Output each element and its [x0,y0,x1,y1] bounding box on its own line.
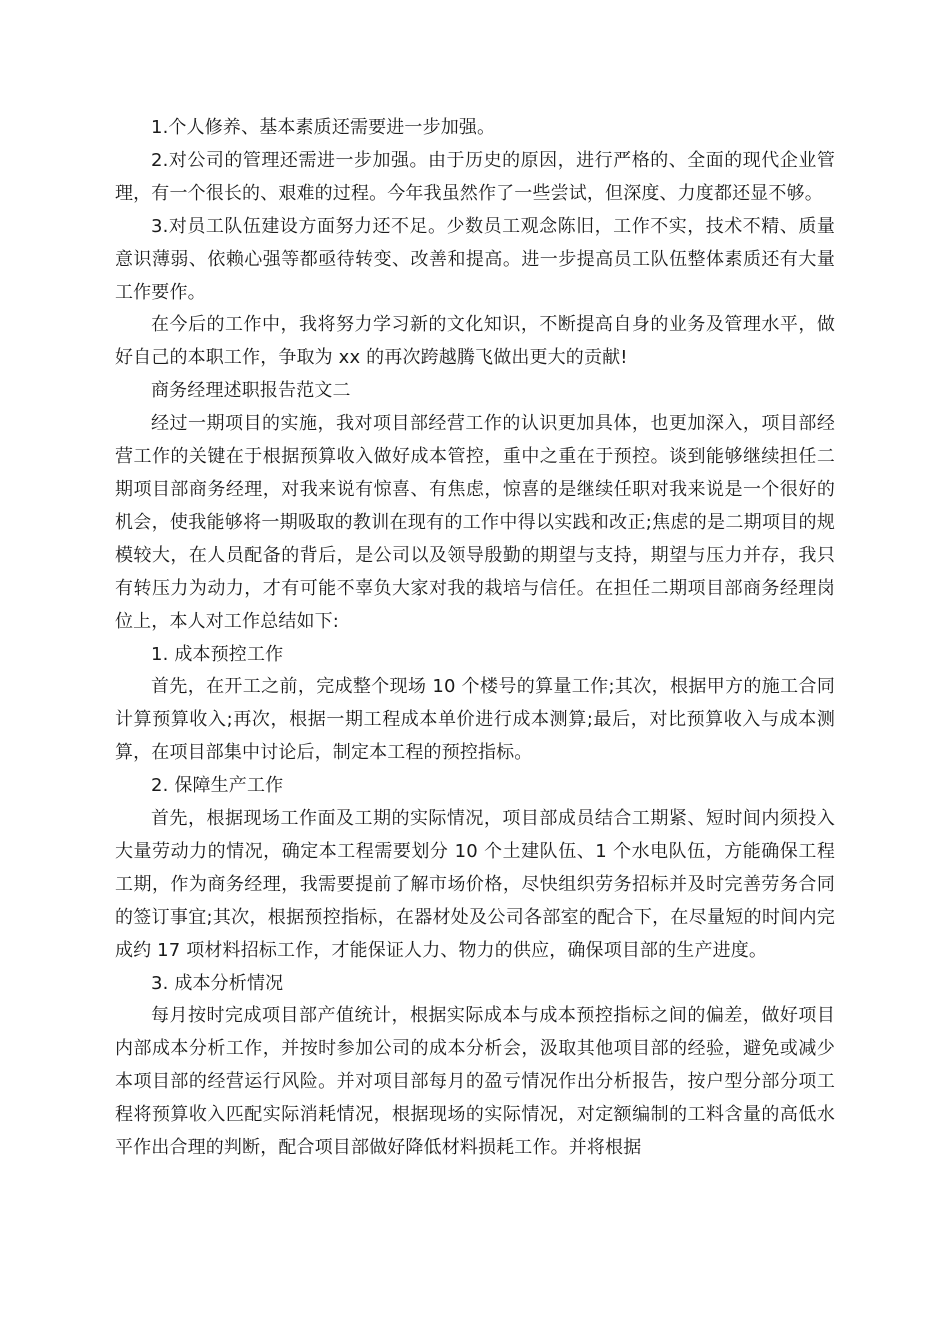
subheading-cost-analysis: 3. 成本分析情况 [151,972,284,994]
paragraph-item-3: 3.对员工队伍建设方面努力还不足。少数员工观念陈旧，工作不实，技术不精、质量意识薄弱、依赖心强等都亟待转变、改善和提高。进一步提高员工队伍整体素质还有大量工作要作。 [115,215,835,303]
subheading-cost-control: 1. 成本预控工作 [151,643,284,665]
closing-paragraph: 在今后的工作中，我将努力学习新的文化知识，不断提高自身的业务及管理水平，做好自己的本职工作，争取为 xx 的再次跨越腾飞做出更大的贡献! [115,314,835,369]
paragraph-item-1: 1.个人修养、基本素质还需要进一步加强。 [151,117,496,138]
paragraph-cost-control: 首先，在开工之前，完成整个现场 10 个楼号的算量工作;其次，根据甲方的施工合同计算预算收入;再次，根据一期工程成本单价进行成本测算;最后，对比预算收入与成本测算，在项目部集中讨论后，制定本工程的预控指标。 [115,676,835,764]
subheading-production: 2. 保障生产工作 [151,775,284,797]
paragraph-item-2: 2.对公司的管理还需进一步加强。由于历史的原因，进行严格的、全面的现代企业管理，有一个很长的、艰难的过程。今年我虽然作了一些尝试，但深度、力度都还显不够。 [115,149,835,204]
section-title: 商务经理述职报告范文二 [151,380,351,402]
document-body [115,112,835,1165]
paragraph-cost-analysis: 每月按时完成项目部产值统计，根据实际成本与成本预控指标之间的偏差，做好项目内部成本分析工作，并按时参加公司的成本分析会，汲取其他项目部的经验，避免或减少本项目部的经营运行风险。并对项目部每月的盈亏情况作出分析报告，按户型分部分项工程将预算收入匹配实际消耗情况，根据现场的实际情况，对定额编制的工料含量的高低水平作出合理的判断，配合项目部做好降低材料损耗工作。并将根据 [115,1005,835,1159]
intro-paragraph: 经过一期项目的实施，我对项目部经营工作的认识更加具体，也更加深入，项目部经营工作的关键在于根据预算收入做好成本管控，重中之重在于预控。谈到能够继续担任二期项目部商务经理，对我来说有惊喜、有焦虑，惊喜的是继续任职对我来说是一个很好的机会，使我能够将一期吸取的教训在现有的工作中得以实践和改正;焦虑的是二期项目的规模较大，在人员配备的背后，是公司以及领导殷勤的期望与支持，期望与压力并存，我只有转压力为动力，才有可能不辜负大家对我的栽培与信任。在担任二期项目部商务经理岗位上，本人对工作总结如下: [115,413,835,632]
paragraph-production: 首先，根据现场工作面及工期的实际情况，项目部成员结合工期紧、短时间内须投入大量劳动力的情况，确定本工程需要划分 10 个土建队伍、1 个水电队伍，方能确保工程工期，作为商务经理，我需要提前了解市场价格，尽快组织劳务招标并及时完善劳务合同的签订事宜;其次，根据预控指标，在器材处及公司各部室的配合下，在尽量短的时间内完成约 17 项材料招标工作，才能保证人力、物力的供应，确保项目部的生产进度。 [115,808,835,961]
